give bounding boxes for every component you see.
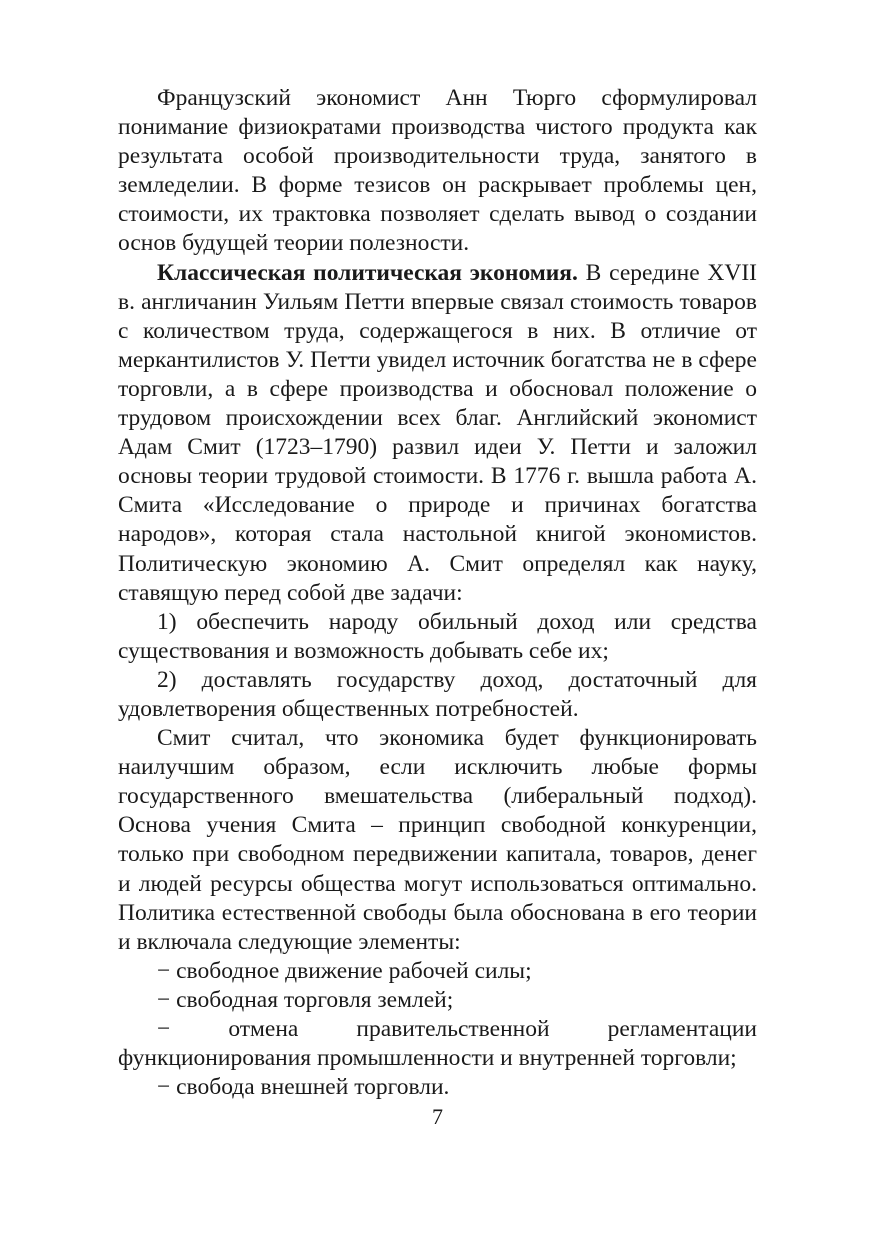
paragraph-text: − свободная торговля землей; <box>157 986 454 1013</box>
list-item-land-trade <box>118 986 757 1015</box>
paragraph-text: В середине XVII в. англичанин Уильям Петти впервые связал стоимость товаров с количеством труда, содержащегося в них. В отличие от меркантилистов У. Петти увидел источник богатства не в сфере торговли, а в сфере производства и обосновал положение о трудовом происхождении всех благ. Английский экономист Адам Смит (1723–1790) развил идеи У. Петти и заложил основы теории трудовой стоимости. В 1776 г. вышла работа А. Смита «Исследование о природе и причинах богатства народов», которая стала настольной книгой экономистов. Политическую экономию А. Смит определял как науку, ставящую перед собой две задачи: <box>118 259 758 606</box>
page-body <box>118 84 757 1102</box>
page-number: 7 <box>432 1104 443 1129</box>
paragraph-text: Французский экономист Анн Тюрго сформулировал понимание физиократами производства чистого продукта как результата особой производительности труда, занятого в земледелии. В форме тезисов он раскрывает проблемы цен, стоимости, их трактовка позволяет сделать вывод о создании основ будущей теории полезности. <box>118 85 757 257</box>
list-item-task-1 <box>118 608 757 666</box>
paragraph-text: − свобода внешней торговли. <box>157 1074 450 1101</box>
paragraph-text: 1) обеспечить народу обильный доход или средства существования и возможность добывать себе их; <box>118 608 757 664</box>
paragraph-text: Смит считал, что экономика будет функционировать наилучшим образом, если исключить любые формы государственного вмешательства (либеральный подход). Основа учения Смита – принцип свободной конкуренции, только при свободном передвижении капитала, товаров, денег и людей ресурсы общества могут использоваться оптимально. Политика естественной свободы была обоснована в его теории и включала следующие элементы: <box>118 725 757 955</box>
paragraph-text: − отмена правительственной регламентации функционирования промышленности и внутренней торговли; <box>118 1016 757 1072</box>
paragraph-classical-economy <box>118 259 757 608</box>
list-item-task-2 <box>118 666 757 724</box>
section-heading: Классическая политическая экономия. <box>157 259 578 286</box>
paragraph-turgot <box>118 84 757 259</box>
paragraph-smith <box>118 724 757 957</box>
list-item-regulation <box>118 1015 757 1073</box>
paragraph-text: − свободное движение рабочей силы; <box>157 957 532 984</box>
paragraph-text: 2) доставлять государству доход, достаточный для удовлетворения общественных потребностей. <box>118 666 757 722</box>
list-item-labor-movement <box>118 957 757 986</box>
list-item-foreign-trade <box>118 1073 757 1102</box>
